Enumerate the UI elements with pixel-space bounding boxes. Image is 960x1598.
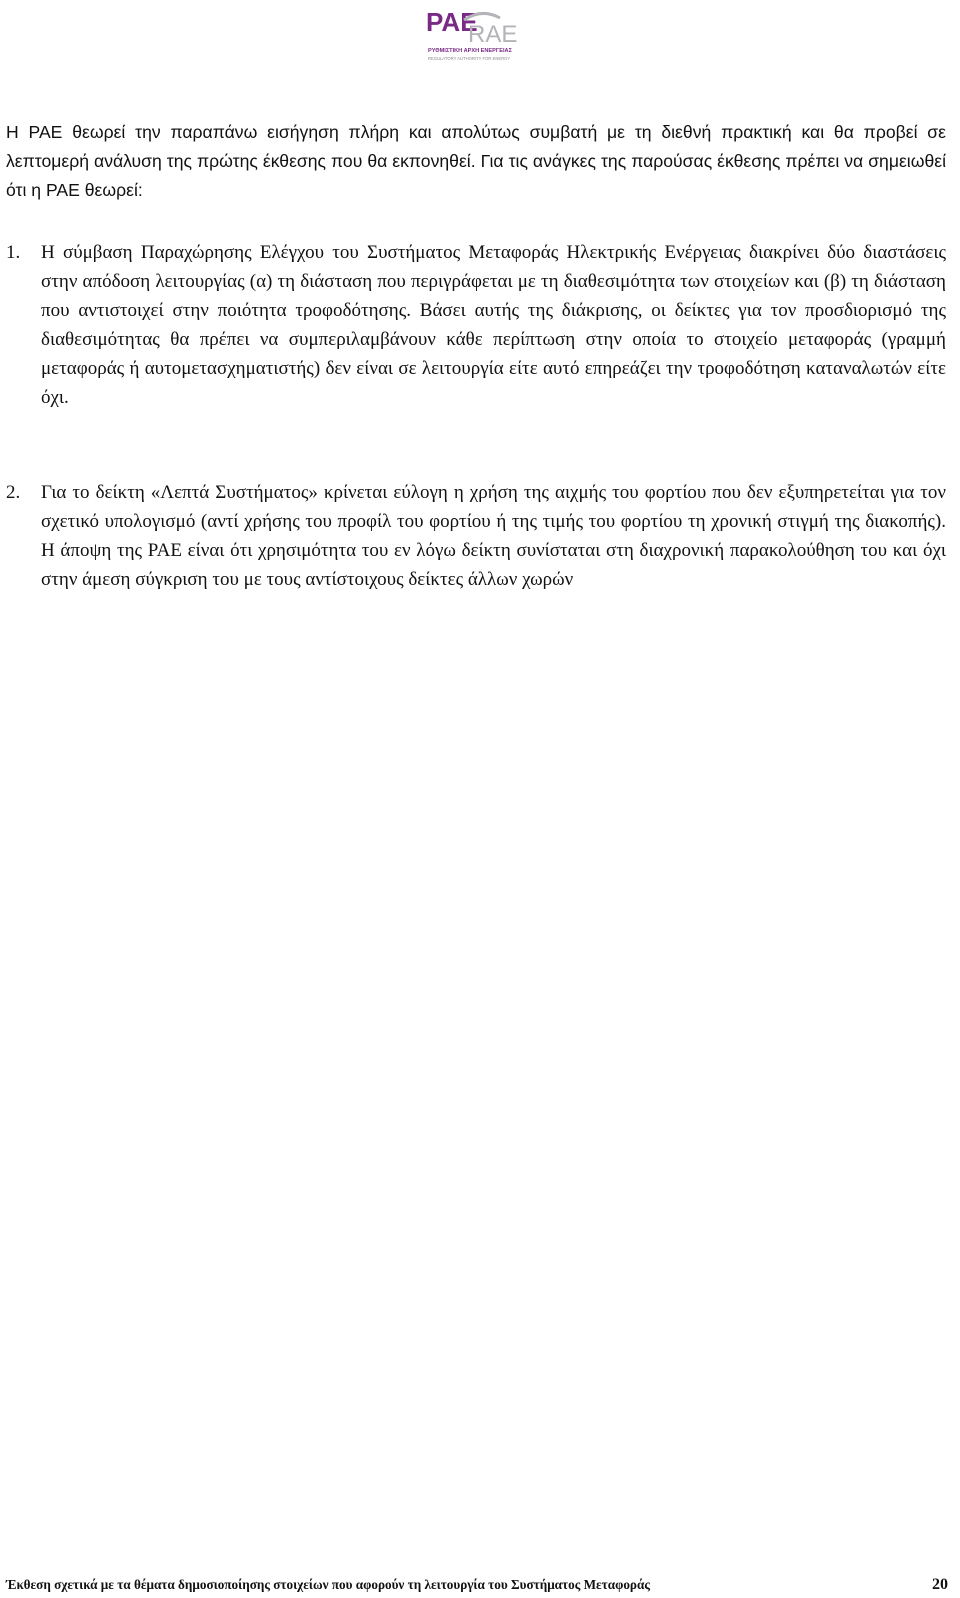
- page-footer: [6, 1576, 948, 1594]
- logo-subtagline: REGULATORY AUTHORITY FOR ENERGY: [428, 56, 511, 61]
- logo-wordmark-secondary: RAE: [468, 21, 518, 48]
- list-item-text: Η σύμβαση Παραχώρησης Ελέγχου του Συστήματος Μεταφοράς Ηλεκτρικής Ενέργειας διακρίνει δύο διαστάσεις στην απόδοση λειτουργίας (α) τη διάσταση που περιγράφεται με τη διαθεσιμότητα των στοιχείων και (β) τη διάσταση που αντιστοιχεί στην ποιότητα τροφοδότησης. Βάσει αυτής της διάκρισης, οι δείκτες για τον προσδιορισμό της διαθεσιμότητας θα πρέπει να συμπεριλαμβάνουν κάθε περίπτωση στην οποία το στοιχείο μεταφοράς (γραμμή μεταφοράς ή αυτομετασχηματιστής) δεν είναι σε λειτουργία είτε αυτό επηρεάζει την τροφοδότηση καταναλωτών είτε όχι.: [41, 242, 946, 408]
- logo-graphic: [412, 4, 552, 64]
- footer-title: Έκθεση σχετικά με τα θέματα δημοσιοποίησης στοιχείων που αφορούν τη λειτουργία του Συστήματος Μεταφοράς: [6, 1577, 650, 1592]
- list-item-text: Για το δείκτη «Λεπτά Συστήματος» κρίνεται εύλογη η χρήση της αιχμής του φορτίου που δεν εξυπηρετείται για τον σχετικό υπολογισμό (αντί χρήσης του προφίλ του φορτίου ή της τιμής του φορτίου τη χρονική στιγμή της διακοπής). Η άποψη της ΡΑΕ είναι ότι χρησιμότητα του εν λόγω δείκτη συνίσταται στη διαχρονική παρακολούθηση του και όχι στην άμεση σύγκριση του με τους αντίστοιχους δείκτες άλλων χωρών: [41, 482, 946, 590]
- list-item-2: [6, 478, 946, 594]
- logo-wordmark-primary: PAE: [426, 7, 478, 37]
- intro-paragraph: Η ΡΑΕ θεωρεί την παραπάνω εισήγηση πλήρη και απολύτως συμβατή με τη διεθνή πρακτική και θα προβεί σε λεπτομερή ανάλυση της πρώτης έκθεσης που θα εκπονηθεί. Για τις ανάγκες της παρούσας έκθεσης πρέπει να σημειωθεί ότι η ΡΑΕ θεωρεί:: [6, 122, 946, 200]
- list-item-number: 2.: [6, 482, 21, 503]
- page-number: 20: [932, 1576, 948, 1593]
- pae-rae-logo: [412, 4, 552, 64]
- list-item-number: 1.: [6, 242, 21, 263]
- list-item-1: [6, 238, 946, 412]
- logo-tagline: ΡΥΘΜΙΣΤΙΚΗ ΑΡΧΗ ΕΝΕΡΓΕΙΑΣ: [428, 48, 512, 54]
